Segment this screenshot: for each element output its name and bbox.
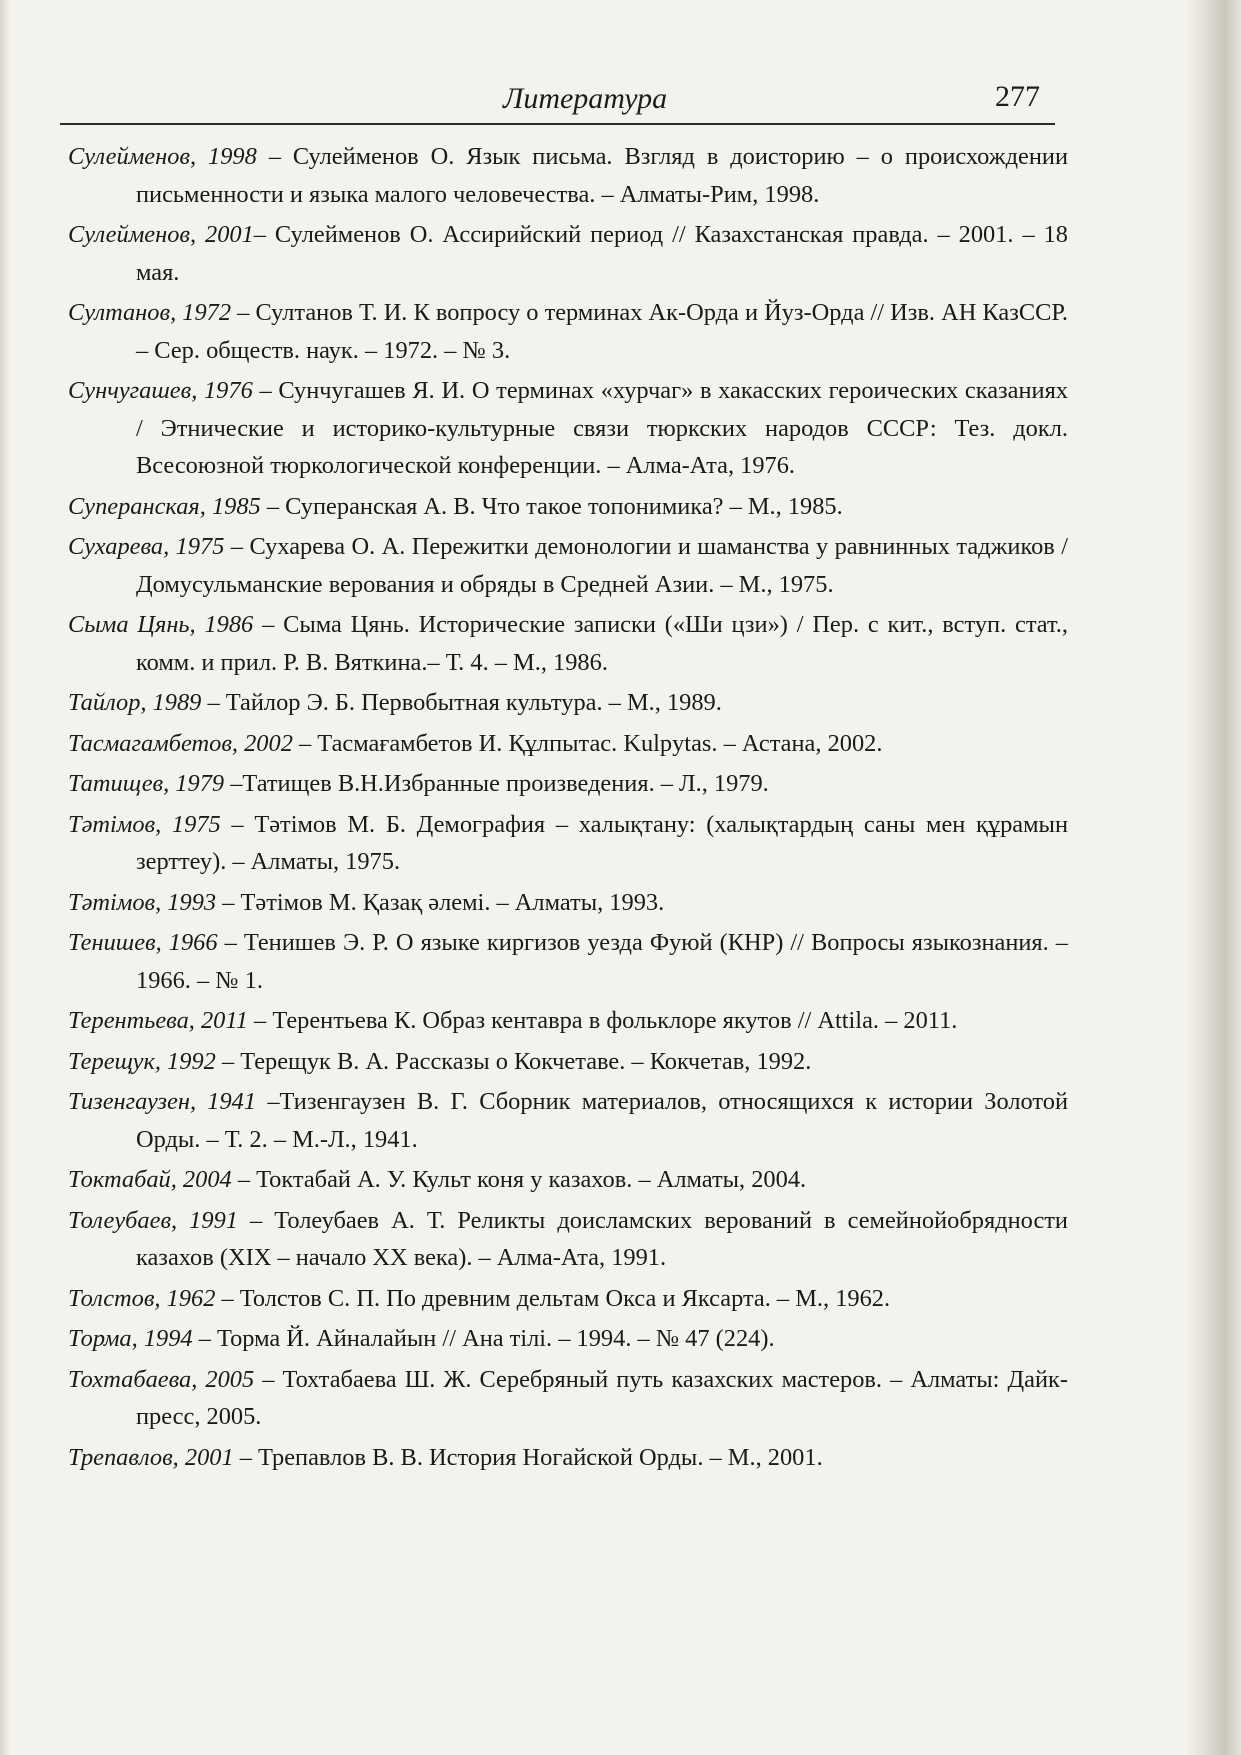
reference-text: – Сулейменов О. Язык письма. Взгляд в доисторию – о происхождении письменности и языка малого человечества. – Алматы-Рим, 1998.: [136, 143, 1068, 208]
reference-entry: [68, 765, 1068, 803]
reference-key: Терентьева, 2011: [68, 1007, 248, 1034]
reference-key: Сыма Цянь, 1986: [68, 611, 254, 638]
reference-entry: [68, 684, 1068, 722]
reference-text: – Терентьева К. Образ кентавра в фольклоре якутов // Attila. – 2011.: [247, 1007, 958, 1034]
reference-key: Сулейменов, 1998: [68, 143, 257, 170]
reference-list: [68, 138, 1068, 1479]
reference-text: – Толстов С. П. По древним дельтам Окса и Яксарта. – М., 1962.: [215, 1284, 891, 1312]
reference-key: Толстов, 1962: [68, 1284, 216, 1312]
reference-key: Тайлор, 1989: [68, 689, 202, 716]
reference-key: Тохтабаева, 2005: [68, 1365, 255, 1393]
reference-entry: [68, 1043, 1068, 1081]
reference-key: Султанов, 1972: [68, 299, 232, 326]
reference-text: – Терещук В. А. Рассказы о Кокчетаве. – Кокчетав, 1992.: [215, 1047, 812, 1075]
reference-entry: [68, 1202, 1068, 1277]
reference-text: – Тенишев Э. Р. О языке киргизов уезда Фуюй (КНР) // Вопросы языкознания. – 1966. – № 1.: [136, 929, 1069, 994]
reference-entry: [68, 1361, 1068, 1436]
reference-text: – Токтабай А. У. Культ коня у казахов. – Алматы, 2004.: [231, 1166, 807, 1193]
reference-entry: [68, 528, 1068, 603]
running-header-title: Литература: [503, 82, 668, 115]
reference-entry: [68, 138, 1068, 213]
reference-text: – Тохтабаева Ш. Ж. Серебряный путь казахских мастеров. – Алматы: Дайк-пресс, 2005.: [136, 1365, 1068, 1430]
reference-entry: [68, 294, 1068, 369]
page-number: 277: [995, 80, 1040, 113]
reference-key: Сунчугашев, 1976: [68, 377, 253, 404]
reference-text: – Торма Й. Айналайын // Ана тілі. – 1994. – № 47 (224).: [192, 1325, 775, 1352]
reference-key: Татищев, 1979: [68, 770, 225, 797]
reference-key: Суперанская, 1985: [68, 492, 261, 520]
reference-text: –Татищев В.Н.Избранные произведения. – Л., 1979.: [224, 770, 769, 797]
reference-key: Тенишев, 1966: [68, 929, 218, 956]
reference-key: Токтабай, 2004: [68, 1166, 232, 1193]
reference-text: – Тәтімов М. Б. Демография – халықтану: (халықтардың саны мен құрамын зерттеу). – Алматы, 1975.: [136, 810, 1068, 875]
reference-entry: [68, 372, 1068, 485]
reference-text: – Трепавлов В. В. История Ногайской Орды. – М., 2001.: [233, 1443, 823, 1471]
reference-entry: [68, 1439, 1068, 1477]
reference-entry: [68, 606, 1068, 681]
reference-entry: [68, 725, 1068, 763]
running-header: [60, 78, 1060, 126]
reference-text: – Тасмағамбетов И. Құлпытас. Kulpytas. – Астана, 2002.: [292, 729, 883, 757]
reference-key: Торма, 1994: [68, 1325, 193, 1352]
reference-entry: [68, 488, 1068, 526]
reference-key: Трепавлов, 2001: [68, 1443, 234, 1471]
reference-key: Сухарева, 1975: [68, 533, 225, 560]
reference-text: – Суперанская А. В. Что такое топонимика? – М., 1985.: [260, 492, 843, 520]
reference-entry: [68, 924, 1068, 999]
reference-text: – Султанов Т. И. К вопросу о терминах Ак-Орда и Йуз-Орда // Изв. АН КазССР. – Сер. обществ. наук. – 1972. – № 3.: [136, 299, 1068, 364]
page-left-edge-shadow: [0, 0, 10, 1755]
reference-entry: [68, 806, 1068, 881]
reference-key: Тәтімов, 1993: [68, 888, 217, 916]
header-rule: [60, 123, 1055, 125]
reference-key: Тасмагамбетов, 2002: [68, 729, 293, 757]
reference-key: Тизенгаузен, 1941: [68, 1088, 257, 1115]
binding-gutter-shadow: [1186, 0, 1241, 1755]
reference-entry: [68, 1280, 1068, 1318]
reference-text: – Тайлор Э. Б. Первобытная культура. – М., 1989.: [201, 689, 722, 716]
reference-entry: [68, 1083, 1068, 1158]
reference-text: –Тизенгаузен В. Г. Сборник материалов, относящихся к истории Золотой Орды. – Т. 2. – М.-Л., 1941.: [136, 1088, 1068, 1153]
reference-entry: [68, 1320, 1068, 1358]
reference-entry: [68, 1161, 1068, 1199]
reference-text: – Сунчугашев Я. И. О терминах «хурчаг» в хакасских героических сказаниях / Этнические и историко-культурные связи тюркских народов СССР: Тез. докл. Всесоюзной тюркологической конференции. – Алма-Ата, 1976.: [136, 377, 1069, 479]
reference-text: – Толеубаев А. Т. Реликты доисламских верований в семейнойобрядности казахов (XIX – начало XX века). – Алма-Ата, 1991.: [136, 1206, 1068, 1271]
reference-entry: [68, 884, 1068, 922]
reference-key: Сулейменов, 2001: [68, 221, 254, 248]
reference-text: – Сухарева О. А. Пережитки демонологии и шаманства у равнинных таджиков / Домусульманские верования и обряды в Средней Азии. – М., 1975.: [136, 533, 1068, 598]
reference-key: Терещук, 1992: [68, 1047, 216, 1075]
reference-text: – Тәтімов М. Қазақ әлемі. – Алматы, 1993.: [216, 888, 665, 916]
reference-entry: [68, 1002, 1068, 1040]
reference-text: – Сыма Цянь. Исторические записки («Ши цзи») / Пер. с кит., вступ. стат., комм. и прил. Р. В. Вяткина.– Т. 4. – М., 1986.: [136, 611, 1068, 676]
reference-key: Толеубаев, 1991: [68, 1206, 238, 1234]
reference-text: – Сулейменов О. Ассирийский период // Казахстанская правда. – 2001. – 18 мая.: [136, 221, 1068, 286]
reference-entry: [68, 216, 1068, 291]
reference-key: Тәтімов, 1975: [68, 810, 221, 838]
